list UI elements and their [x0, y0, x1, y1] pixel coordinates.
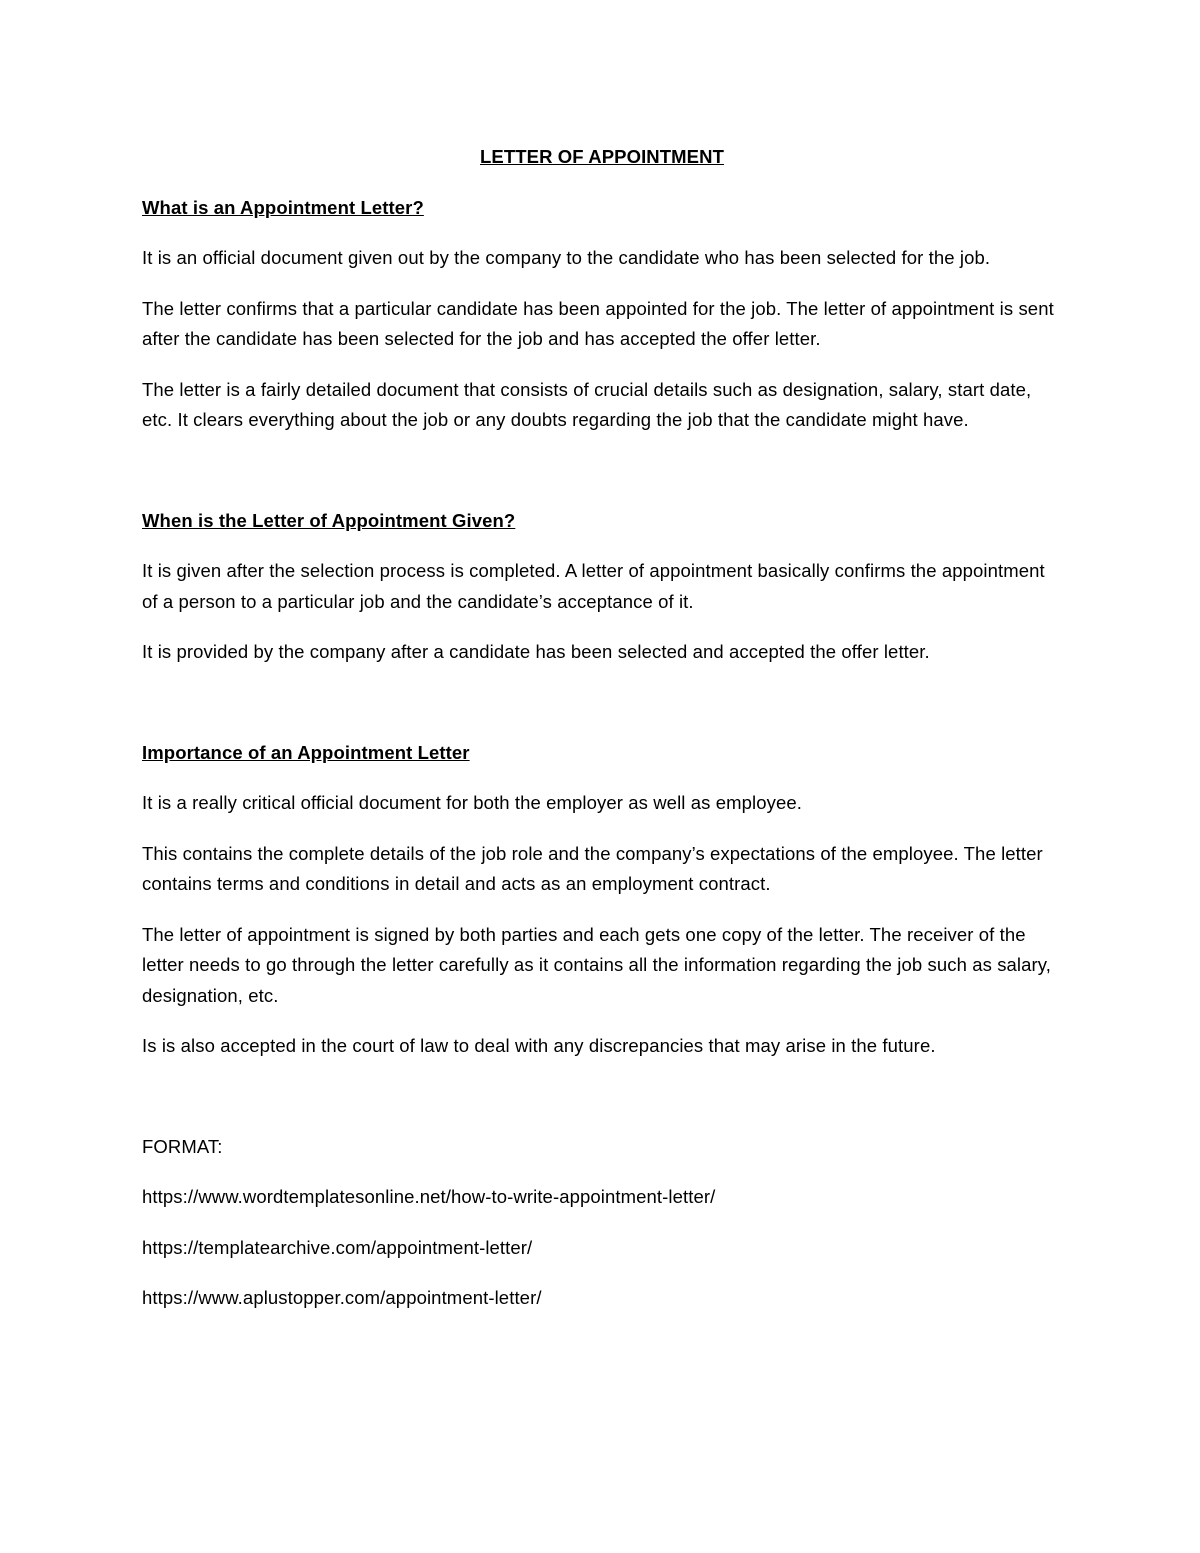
format-link[interactable]: https://templatearchive.com/appointment-letter/	[142, 1236, 533, 1258]
paragraph: The letter of appointment is signed by both parties and each gets one copy of the letter. The receiver of the letter needs to go through the letter carefully as it contains all the information regarding the job such as salary, designation, etc.	[142, 923, 1052, 1006]
format-link[interactable]: https://www.wordtemplatesonline.net/how-to-write-appointment-letter/	[142, 1186, 716, 1207]
section-spacer	[142, 688, 1062, 738]
section-spacer	[142, 456, 1062, 506]
paragraph: The letter is a fairly detailed document that consists of crucial details such as designation, salary, start date, etc. It clears everything about the job or any doubts regarding the job that the candidate might have.	[142, 378, 1032, 430]
section-heading: When is the Letter of Appointment Given?	[142, 509, 516, 531]
paragraph: Is is also accepted in the court of law to deal with any discrepancies that may arise in the future.	[142, 1035, 936, 1056]
format-link[interactable]: https://www.aplustopper.com/appointment-letter/	[142, 1287, 542, 1308]
document-body	[142, 142, 1062, 1334]
paragraph: It is an official document given out by the company to the candidate who has been selected for the job.	[142, 247, 991, 268]
section-heading: Importance of an Appointment Letter	[142, 741, 470, 763]
document-title: LETTER OF APPOINTMENT	[480, 146, 724, 167]
paragraph: It is given after the selection process is completed. A letter of appointment basically confirms the appointment of a person to a particular job and the candidate’s acceptance of it.	[142, 560, 1045, 612]
section-spacer	[142, 1082, 1062, 1132]
section-heading: What is an Appointment Letter?	[142, 196, 424, 218]
paragraph: This contains the complete details of the job role and the company’s expectations of the employee. The letter contains terms and conditions in detail and acts as an employment contract.	[142, 842, 1043, 894]
paragraph: It is provided by the company after a candidate has been selected and accepted the offer letter.	[142, 641, 930, 662]
format-label: FORMAT:	[142, 1135, 223, 1157]
paragraph: The letter confirms that a particular candidate has been appointed for the job. The letter of appointment is sent after the candidate has been selected for the job and has accepted the offer letter.	[142, 297, 1054, 349]
paragraph: It is a really critical official document for both the employer as well as employee.	[142, 792, 802, 813]
